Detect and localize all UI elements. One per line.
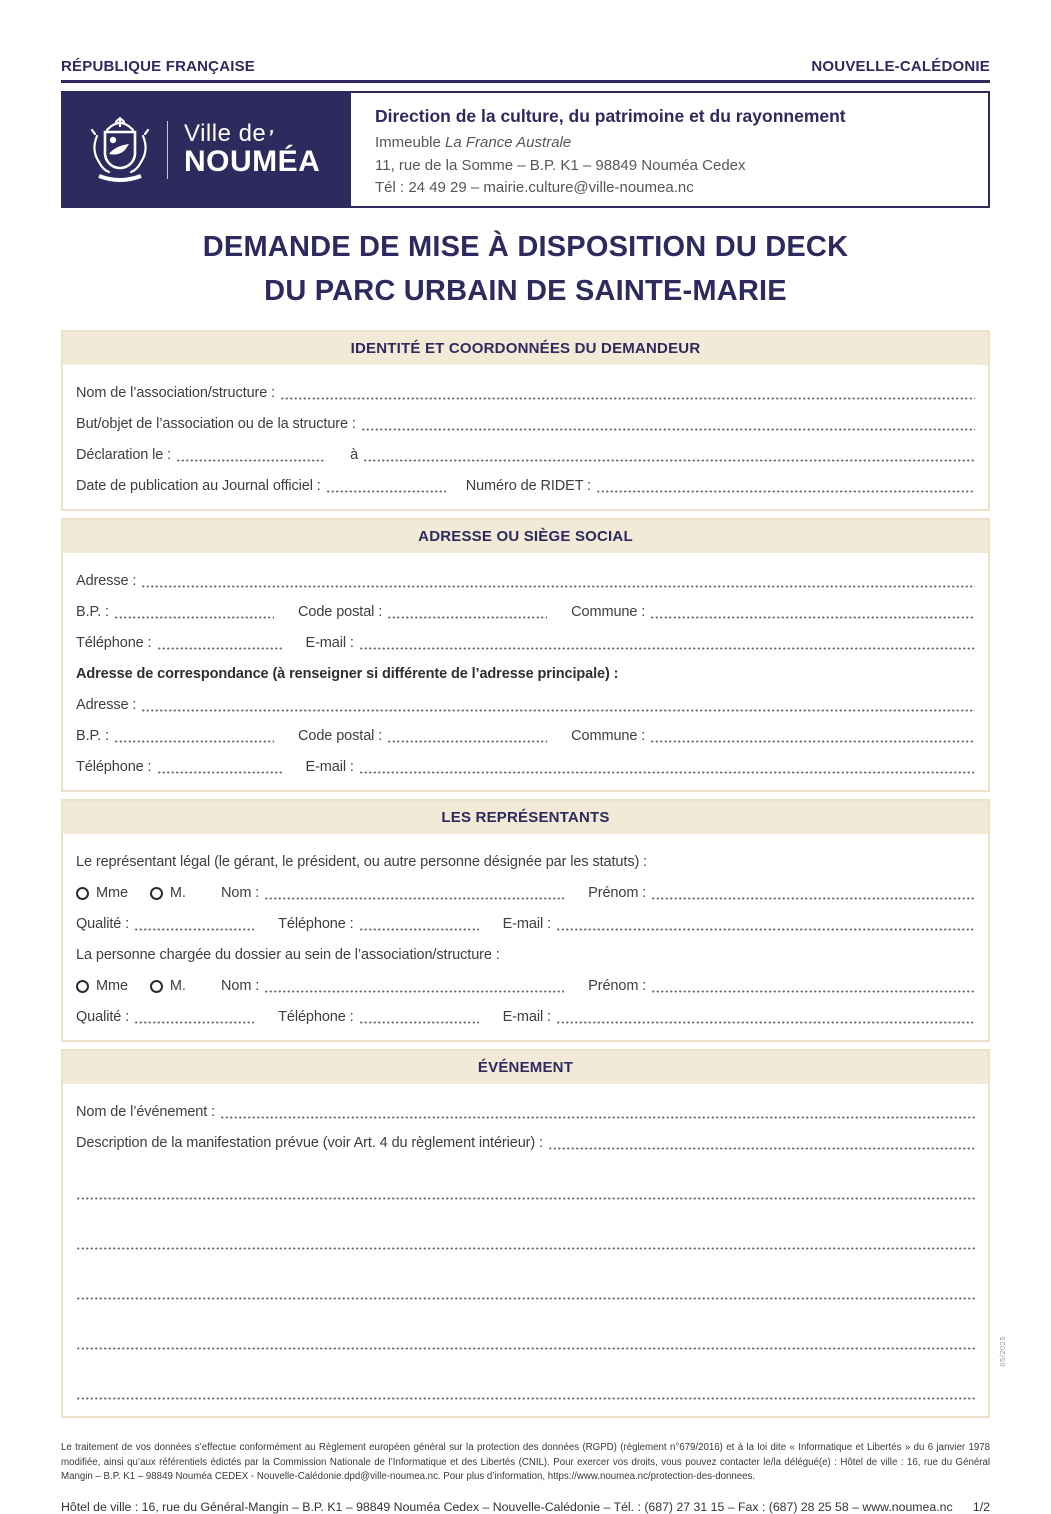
section-identite-heading: IDENTITÉ ET COORDONNÉES DU DEMANDEUR bbox=[63, 332, 988, 365]
description-input[interactable] bbox=[548, 1137, 975, 1150]
legal-email-input[interactable] bbox=[556, 918, 975, 931]
description-continuation-line bbox=[76, 1287, 975, 1301]
logo-noumea: NOUMÉA bbox=[184, 145, 321, 179]
description-line5-input[interactable] bbox=[76, 1337, 975, 1350]
section-evenement-heading: ÉVÉNEMENT bbox=[63, 1051, 988, 1084]
code-postal-corresp-input[interactable] bbox=[387, 730, 547, 743]
description-line4-input[interactable] bbox=[76, 1287, 975, 1300]
field-tel-email-corresp: Téléphone : E-mail : bbox=[76, 759, 975, 775]
mme-radio-dossier[interactable] bbox=[76, 980, 89, 993]
description-line2-input[interactable] bbox=[76, 1187, 975, 1200]
field-legal-nom-prenom: Mme M. Nom : Prénom : bbox=[76, 885, 975, 901]
noumea-logo bbox=[63, 93, 351, 206]
section-representants bbox=[61, 799, 990, 1042]
field-adresse-corresp: Adresse : bbox=[76, 697, 975, 713]
correspondance-note: Adresse de correspondance (à renseigner si différente de l’adresse principale) : bbox=[76, 666, 619, 682]
top-strip bbox=[61, 0, 990, 75]
ridet-input[interactable] bbox=[596, 480, 975, 493]
legal-qualite-input[interactable] bbox=[134, 918, 254, 931]
section-evenement bbox=[61, 1049, 990, 1418]
description-continuation-line bbox=[76, 1387, 975, 1401]
form-title bbox=[61, 226, 990, 313]
email-corresp-input[interactable] bbox=[359, 761, 975, 774]
field-declaration: Déclaration le : à bbox=[76, 447, 975, 463]
code-postal-input[interactable] bbox=[387, 606, 547, 619]
field-dossier-qualite-tel-email: Qualité : Téléphone : E-mail : bbox=[76, 1009, 975, 1025]
field-but-objet: But/objet de l’association ou de la structure : bbox=[76, 416, 975, 432]
version-side-note: 05/2025 bbox=[998, 1336, 1007, 1367]
letterhead bbox=[61, 91, 990, 208]
rgpd-notice: Le traitement de vos données s’effectue conformément au Règlement européen général sur la protection des données (RGPD) (règlement n°679/2016) et à la loi dite « Informatique et Libertés » du 6 janvier 1978 modifiée, ainsi qu’aux référentiels édictés par la Commission Nationale de l’Informatique et des Libertés (CNIL). Pour exercer vos droits, vous pouvez contacter le/la délégué(e) : Hôtel de ville : 16, rue du Général Mangin – B.P. K1 – 98849 Nouméa CEDEX - Nouvelle-Calédonie.dpd@ville-noumea.nc. Pour plus d’information, https://www.noumea.nc/protection-des-donnees. bbox=[61, 1442, 990, 1483]
logo-ville-de: Ville de bbox=[184, 120, 267, 148]
legal-telephone-input[interactable] bbox=[359, 918, 479, 931]
telephone-input[interactable] bbox=[157, 637, 282, 650]
republique-label: RÉPUBLIQUE FRANÇAISE bbox=[61, 58, 256, 75]
section-adresse-heading: ADRESSE OU SIÈGE SOCIAL bbox=[63, 520, 988, 553]
logo-accent-mark: , bbox=[268, 116, 278, 138]
mme-radio-legal[interactable] bbox=[76, 887, 89, 900]
description-line6-input[interactable] bbox=[76, 1387, 975, 1400]
nom-association-input[interactable] bbox=[280, 387, 975, 400]
direction-address-line2: 11, rue de la Somme – B.P. K1 – 98849 Nouméa Cedex bbox=[375, 156, 746, 174]
field-legal-qualite-tel-email: Qualité : Téléphone : E-mail : bbox=[76, 916, 975, 932]
email-input[interactable] bbox=[359, 637, 975, 650]
section-identite bbox=[61, 330, 990, 511]
field-bp-cp-commune: B.P. : Code postal : Commune : bbox=[76, 604, 975, 620]
form-title-line1: DEMANDE DE MISE À DISPOSITION DU DECK bbox=[202, 231, 849, 263]
m-radio-dossier[interactable] bbox=[150, 980, 163, 993]
field-nom-evenement: Nom de l’événement : bbox=[76, 1104, 975, 1120]
description-continuation-line bbox=[76, 1187, 975, 1201]
representant-legal-intro: Le représentant légal (le gérant, le président, ou autre personne désignée par les statuts) : bbox=[76, 854, 648, 870]
direction-address-line1: Immeuble La France Australe bbox=[375, 134, 572, 151]
description-continuation-line bbox=[76, 1337, 975, 1351]
dossier-telephone-input[interactable] bbox=[359, 1011, 479, 1024]
logo-divider bbox=[167, 121, 168, 179]
declaration-date-input[interactable] bbox=[176, 449, 326, 462]
form-page bbox=[61, 0, 990, 1514]
direction-contact-line: Tél : 24 49 29 – mairie.culture@ville-noumea.nc bbox=[375, 179, 694, 196]
dossier-email-input[interactable] bbox=[556, 1011, 975, 1024]
nom-evenement-input[interactable] bbox=[220, 1106, 975, 1119]
field-nom-association: Nom de l’association/structure : bbox=[76, 385, 975, 401]
section-adresse bbox=[61, 518, 990, 792]
but-objet-input[interactable] bbox=[361, 418, 975, 431]
field-publication-ridet: Date de publication au Journal officiel : Numéro de RIDET : bbox=[76, 478, 975, 494]
commune-corresp-input[interactable] bbox=[650, 730, 975, 743]
legal-nom-input[interactable] bbox=[264, 887, 564, 900]
form-title-line2: DU PARC URBAIN DE SAINTE-MARIE bbox=[264, 274, 787, 307]
adresse-corresp-input[interactable] bbox=[141, 699, 975, 712]
personne-dossier-intro: La personne chargée du dossier au sein de l’association/structure : bbox=[76, 947, 500, 963]
nouvelle-caledonie-label: NOUVELLE-CALÉDONIE bbox=[811, 58, 990, 75]
field-bp-cp-commune-corresp: B.P. : Code postal : Commune : bbox=[76, 728, 975, 744]
field-tel-email: Téléphone : E-mail : bbox=[76, 635, 975, 651]
description-continuation-line bbox=[76, 1237, 975, 1251]
adresse-input[interactable] bbox=[141, 575, 975, 588]
field-description: Description de la manifestation prévue (voir Art. 4 du règlement intérieur) : bbox=[76, 1135, 975, 1151]
direction-title: Direction de la culture, du patrimoine et du rayonnement bbox=[375, 106, 846, 126]
logo-wordmark bbox=[184, 116, 321, 179]
noumea-coat-of-arms-icon bbox=[87, 114, 153, 186]
page-footer bbox=[61, 1500, 990, 1514]
dossier-prenom-input[interactable] bbox=[651, 980, 975, 993]
direction-block bbox=[351, 93, 988, 206]
bp-input[interactable] bbox=[114, 606, 274, 619]
field-adresse: Adresse : bbox=[76, 573, 975, 589]
description-line3-input[interactable] bbox=[76, 1237, 975, 1250]
building-name: La France Australe bbox=[445, 134, 572, 151]
dossier-qualite-input[interactable] bbox=[134, 1011, 254, 1024]
commune-input[interactable] bbox=[650, 606, 975, 619]
publication-date-input[interactable] bbox=[326, 480, 446, 493]
declaration-lieu-input[interactable] bbox=[363, 449, 975, 462]
page-number: 1/2 bbox=[972, 1499, 990, 1514]
dossier-nom-input[interactable] bbox=[264, 980, 564, 993]
m-radio-legal[interactable] bbox=[150, 887, 163, 900]
telephone-corresp-input[interactable] bbox=[157, 761, 282, 774]
bp-corresp-input[interactable] bbox=[114, 730, 274, 743]
section-representants-heading: LES REPRÉSENTANTS bbox=[63, 801, 988, 834]
field-dossier-nom-prenom: Mme M. Nom : Prénom : bbox=[76, 978, 975, 994]
top-rule bbox=[61, 80, 990, 83]
footer-address: Hôtel de ville : 16, rue du Général-Mangin – B.P. K1 – 98849 Nouméa Cedex – Nouvelle-Calédonie – Tél. : (687) 27 31 15 – Fax : (687) 28 25 58 – www.noumea.nc bbox=[61, 1499, 953, 1514]
legal-prenom-input[interactable] bbox=[651, 887, 975, 900]
